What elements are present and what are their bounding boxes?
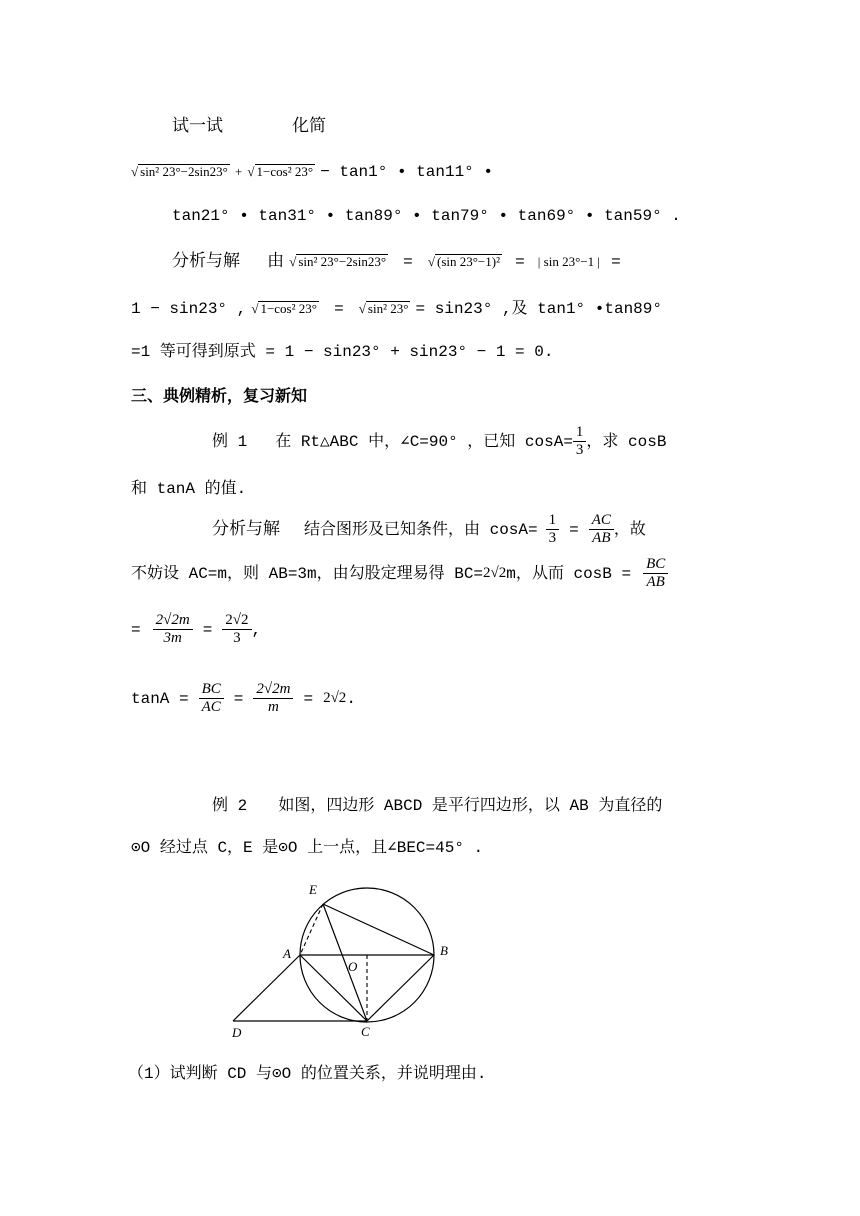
label-c: C (361, 1024, 370, 1039)
example-2-line-2: ⊙O 经过点 C，E 是⊙O 上一点，且∠BEC=45° . (131, 839, 484, 857)
plus-sign: + (234, 164, 243, 179)
bc-value: 2√2 (483, 565, 507, 582)
tan-lead: tanA = (131, 689, 189, 708)
ex1-line3-end: , (251, 620, 262, 639)
analysis2-radical-1: 1−cos² 23° (260, 301, 317, 316)
analysis-radical-2: (sin 23°−1)² (436, 254, 500, 269)
label-o: O (348, 959, 358, 974)
ex1-analysis-label: 分析与解 (212, 519, 280, 540)
tan-value: 2√2 (323, 690, 347, 707)
fraction-one-third: $\frac{1}{3}$ (573, 424, 587, 460)
label-d: D (232, 1025, 242, 1040)
analysis-radical-1: sin² 23°−2sin23° (298, 254, 387, 269)
example-1-analysis-line-4 (131, 681, 356, 717)
fraction-bc-ac: $\frac{BC}{AC}$ (199, 681, 224, 717)
analysis2-tail: = sin23° ,及 tan1° •tan89° (415, 300, 662, 318)
tan-end: . (346, 689, 356, 708)
analysis-you: 由 (267, 251, 285, 271)
analysis-label: 分析与解 (172, 251, 240, 271)
ex1-line2a: 不妨设 AC=m，则 AB=3m，由勾股定理易得 BC= (131, 564, 484, 583)
expression-line-2: tan21° • tan31° • tan89° • tan79° • tan69° • tan59° . (172, 207, 681, 225)
analysis-line-1: 分析与解 由 √ sin² 23°−2sin23° = √ (sin 23°−1)² = | sin 23°−1 | = (172, 251, 621, 271)
tan-eq2: = (303, 689, 314, 708)
example-1-analysis-line-1 (212, 512, 646, 548)
label-b: B (440, 943, 448, 958)
fraction-2root2-3: $\frac{2√2}{3}$ (222, 612, 251, 648)
analysis2-radical-2: sin² 23° (367, 301, 409, 316)
analysis-eq-1: = (403, 253, 413, 271)
example-2-line-1 (212, 797, 662, 814)
analysis2-eq: = (334, 300, 344, 318)
example-1-analysis-line-3 (131, 612, 261, 648)
ex1-analysis-text-1: 结合图形及已知条件，由 cosA= (304, 520, 538, 539)
analysis2-lead: 1 − sin23° , (131, 300, 247, 318)
label-e: E (309, 882, 317, 897)
segment-ad (233, 955, 300, 1021)
example-1-text-1: 在 Rt△ABC 中，∠C=90° ，已知 cosA= (275, 432, 573, 451)
question-1: （1）试判断 CD 与⊙O 的位置关系，并说明理由. (128, 1065, 487, 1083)
fraction-1-3: $\frac{1}{3}$ (546, 512, 560, 548)
example-1-analysis-line-2 (131, 556, 668, 592)
trial-task: 化简 (292, 116, 326, 136)
analysis-eq-3: = (611, 253, 621, 271)
trial-title: 试一试 (172, 116, 223, 136)
label-a: A (283, 946, 291, 961)
expression-tail: − tan1° • tan11° • (320, 163, 493, 181)
section-title: 三、典例精析，复习新知 (131, 386, 308, 405)
ex1-analysis-text-2: ，故 (613, 520, 646, 539)
analysis-eq-2: = (515, 253, 525, 271)
fraction-2root2m-3m: $\frac{2√2m}{3m}$ (153, 612, 193, 648)
radical-1: sin² 23°−2sin23° (140, 164, 228, 179)
segment-bc (367, 955, 434, 1021)
fraction-ac-ab: $\frac{AC}{AB}$ (589, 512, 614, 548)
fraction-bc-ab: $\frac{BC}{AB}$ (643, 556, 668, 592)
example-1-text-2: ，求 cosB (586, 432, 667, 451)
expression-line-1: √ sin² 23°−2sin23° + √ 1−cos² 23° − tan1° • tan11° • (131, 163, 493, 181)
analysis-line-2: 1 − sin23° , √ 1−cos² 23° = √ sin² 23° = sin23° ,及 tan1° •tan89° (131, 300, 662, 318)
tan-eq: = (233, 689, 244, 708)
ex1-line2b: m，从而 cosB = (506, 564, 632, 583)
ex1-line3-eq2: = (202, 620, 213, 639)
ex1-eq: = (569, 520, 579, 539)
abs-value: sin 23°−1 (543, 254, 595, 269)
example-1-label: 例 1 (212, 432, 248, 451)
example-1-line-1 (212, 424, 666, 460)
ex1-line3-eq: = (131, 620, 141, 639)
radical-2: 1−cos² 23° (256, 164, 314, 179)
example-2-label: 例 2 (212, 797, 248, 815)
example-1-line-2: 和 tanA 的值. (131, 480, 247, 498)
geometry-figure (225, 878, 465, 1042)
segment-ea-dashed (300, 904, 323, 955)
fraction-2root2m-m: $\frac{2√2m}{m}$ (253, 681, 293, 717)
analysis-line-3: =1 等可得到原式 = 1 − sin23° + sin23° − 1 = 0. (131, 343, 554, 361)
example-2-text-1: 如图，四边形 ABCD 是平行四边形，以 AB 为直径的 (278, 797, 663, 815)
